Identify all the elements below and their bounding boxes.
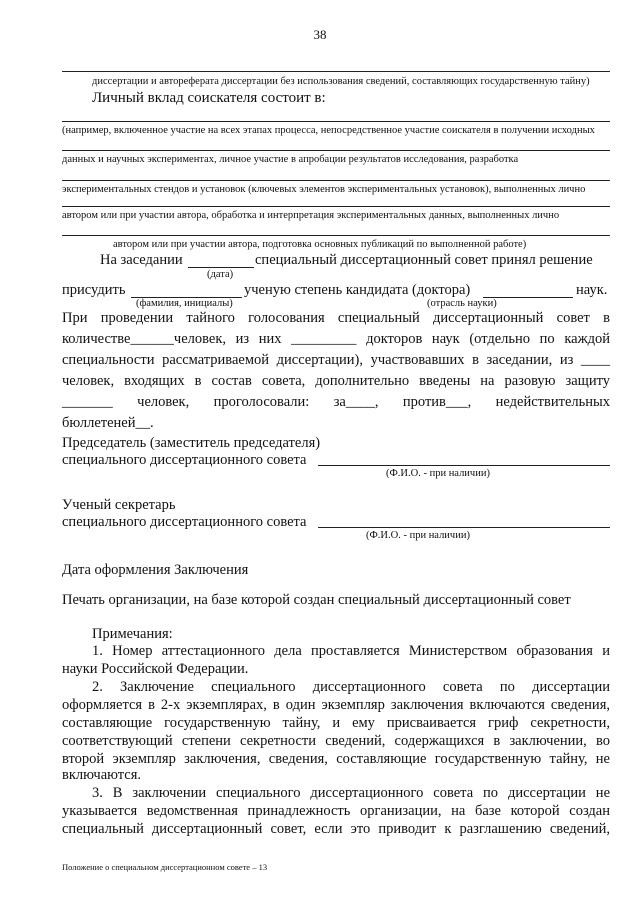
chairman-council: специального диссертационного совета <box>62 452 307 468</box>
rule-line <box>62 180 610 181</box>
chairman-caption: (Ф.И.О. - при наличии) <box>386 468 490 479</box>
note-line: оформляется в 2-х экземплярах, в один экземпляр заключения включаются сведения, <box>62 697 610 713</box>
voting-line: _______ человек, проголосовали: за____, против___, недействительных <box>62 394 610 410</box>
note-line: указывается ведомственная принадлежность организации, на базе которой создан <box>62 803 610 819</box>
secretary-signature-line <box>318 527 610 528</box>
date-caption: (дата) <box>207 269 234 280</box>
field-caption: (отрасль науки) <box>427 298 497 309</box>
contribution-line: (например, включенное участие на всех этапах процесса, непосредственное участие соискателя в получении исходных <box>62 125 595 136</box>
chairman-title: Председатель (заместитель председателя) <box>62 435 321 451</box>
note-line-last: включаются. <box>62 767 142 783</box>
voting-line-last: бюллетеней__. <box>62 415 154 431</box>
voting-line: специальности рассматриваемой диссертации), участвовавших в заседании, из ____ <box>62 352 610 368</box>
personal-contribution-heading: Личный вклад соискателя состоит в: <box>92 90 326 106</box>
note-line: специальный диссертационный совет, если это приводит к разглашению сведений, <box>62 821 610 837</box>
award-prefix: присудить <box>62 282 126 298</box>
notes-heading: Примечания: <box>92 626 173 642</box>
rule-line <box>62 121 610 122</box>
award-middle: ученую степень кандидата (доктора) <box>244 282 471 298</box>
note-line: 2. Заключение специального диссертационного совета по диссертации <box>92 679 610 695</box>
rule-line <box>62 71 610 72</box>
note-line: второй экземпляр заключения, сведения, составляющие государственную тайну, не <box>62 751 610 767</box>
note-line-last: науки Российской Федерации. <box>62 661 249 677</box>
meeting-prefix: На заседании <box>100 252 183 268</box>
voting-line: количестве______человек, из них _________ докторов наук (отдельно по каждой <box>62 331 610 347</box>
chairman-signature-line <box>318 465 610 466</box>
contribution-line: данных и научных экспериментах, личное участие в апробации результатов исследования, разработка <box>62 154 519 165</box>
note-line: 3. В заключении специального диссертационного совета по диссертации не <box>92 785 610 801</box>
note-line: соответствующий степени секретности сведений, содержащихся в заключении, во <box>62 733 610 749</box>
page-number: 38 <box>313 27 327 42</box>
meeting-suffix: специальный диссертационный совет принял решение <box>255 252 593 268</box>
date-blank-line <box>188 267 254 268</box>
page-footer: Положение о специальном диссертационном совете – 13 <box>62 862 268 872</box>
date-heading: Дата оформления Заключения <box>62 562 249 578</box>
name-caption: (фамилия, инициалы) <box>136 298 233 309</box>
voting-line: При проведении тайного голосования специальный диссертационный совет в <box>62 310 610 326</box>
contribution-line: автором или при участии автора, обработка и интерпретация экспериментальных данных, выполненных лично <box>62 210 560 221</box>
secretary-title: Ученый секретарь <box>62 497 176 513</box>
text-line: диссертации и автореферата диссертации без использования сведений, составляющих государственную тайну) <box>92 76 590 87</box>
seal-text: Печать организации, на базе которой создан специальный диссертационный совет <box>62 592 571 608</box>
note-line: 1. Номер аттестационного дела проставляется Министерством образования и <box>92 643 610 659</box>
contribution-line: автором или при участии автора, подготовка основных публикаций по выполненной работе) <box>113 239 527 250</box>
rule-line <box>62 235 610 236</box>
rule-line <box>62 206 610 207</box>
award-suffix: наук. <box>576 282 608 298</box>
contribution-line: экспериментальных стендов и установок (ключевых элементов экспериментальных установок), выполненных лично <box>62 184 586 195</box>
secretary-caption: (Ф.И.О. - при наличии) <box>366 530 470 541</box>
rule-line <box>62 150 610 151</box>
secretary-council: специального диссертационного совета <box>62 514 307 530</box>
note-line: составляющие государственную тайну, и ему присваивается гриф секретности, <box>62 715 610 731</box>
voting-line: человек, входящих в состав совета, дополнительно введены на разовую защиту <box>62 373 610 389</box>
